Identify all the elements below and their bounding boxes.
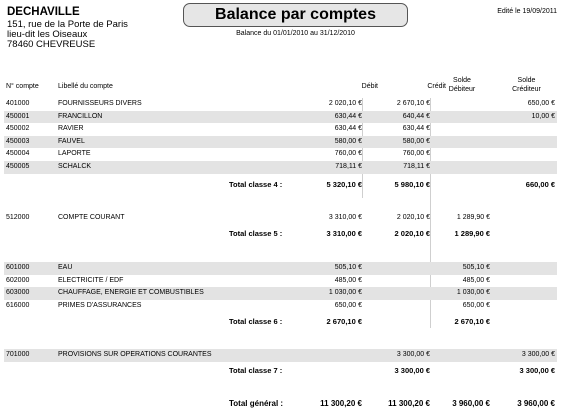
cell-sd: 1 030,00 € [456, 289, 490, 297]
cell-label: PROVISIONS SUR OPERATIONS COURANTES [58, 351, 212, 358]
table-row [4, 300, 557, 313]
cell-credit: 3 300,00 € [394, 366, 430, 375]
cell-debit: 5 320,10 € [326, 180, 362, 189]
cell-num: 512000 [6, 214, 30, 221]
cell-sc: 650,00 € [527, 100, 555, 107]
cell-debit: 485,00 € [334, 276, 362, 284]
cell-debit: 630,44 € [334, 112, 362, 120]
cell-num: 450004 [6, 150, 30, 158]
class-total-row [4, 179, 557, 192]
company-address-line: 151, rue de la Porte de Paris [7, 19, 128, 30]
header-solde-debiteur: Solde Débiteur [448, 77, 476, 93]
cell-label: Total classe 4 : [229, 180, 283, 189]
table-row [4, 275, 557, 288]
cell-label: EAU [58, 264, 73, 271]
report-period: Balance du 01/01/2010 au 31/12/2010 [236, 30, 355, 37]
class-total-row [4, 365, 557, 378]
cell-num: 701000 [6, 351, 30, 358]
cell-credit: 718,11 € [403, 163, 430, 170]
cell-debit: 3 310,00 € [326, 229, 362, 238]
report-title: Balance par comptes [183, 3, 408, 27]
class-total-row [4, 316, 557, 329]
cell-debit: 2 020,10 € [328, 100, 362, 107]
cell-credit: 630,44 € [402, 125, 430, 133]
cell-sc: 3 300,00 € [521, 351, 555, 358]
cell-num: 601000 [6, 264, 30, 271]
cell-label: COMPTE COURANT [58, 214, 125, 221]
table-row [4, 287, 557, 300]
cell-label: FAUVEL [58, 137, 85, 145]
cell-label: Total classe 5 : [229, 229, 283, 238]
table-row [4, 349, 557, 362]
cell-num: 450002 [6, 125, 30, 133]
cell-credit: 2 020,10 € [396, 214, 430, 221]
cell-label: Total classe 6 : [229, 317, 283, 326]
cell-sd: 1 289,90 € [454, 229, 490, 238]
cell-num: 602000 [6, 276, 30, 284]
cell-sd: 650,00 € [462, 301, 490, 309]
cell-credit: 11 300,20 € [388, 399, 430, 408]
header-debit: Débit [361, 83, 378, 90]
cell-label: Total général : [229, 399, 284, 408]
cell-sd: 3 960,00 € [452, 399, 490, 408]
cell-debit: 630,44 € [334, 125, 362, 133]
cell-label: LAPORTE [58, 150, 91, 158]
cell-num: 450003 [6, 137, 30, 145]
cell-credit: 2 670,10 € [396, 100, 430, 107]
cell-credit: 580,00 € [402, 137, 430, 145]
cell-debit: 3 310,00 € [328, 214, 362, 221]
cell-debit: 650,00 € [334, 301, 362, 309]
table-row [4, 212, 557, 225]
company-address-line: 78460 CHEVREUSE [7, 39, 96, 50]
header-account-number: N° compte [6, 83, 39, 90]
table-row [4, 111, 557, 124]
cell-label: ELECTRICITE / EDF [58, 276, 124, 284]
cell-debit: 11 300,20 € [320, 399, 362, 408]
cell-label: CHAUFFAGE, ENERGIE ET COMBUSTIBLES [58, 289, 204, 297]
cell-debit: 718,11 € [335, 163, 362, 170]
cell-sd: 505,10 € [462, 264, 490, 271]
cell-label: FRANCILLON [58, 112, 103, 120]
cell-label: SCHALCK [58, 163, 92, 170]
cell-sc: 3 300,00 € [519, 366, 555, 375]
cell-credit: 3 300,00 € [396, 351, 430, 358]
table-row [4, 136, 557, 149]
edition-date: Edité le 19/09/2011 [497, 8, 557, 15]
table-row [4, 161, 557, 174]
cell-num: 616000 [6, 301, 30, 309]
cell-sc: 10,00 € [531, 112, 555, 120]
cell-label: PRIMES D'ASSURANCES [58, 301, 142, 309]
cell-debit: 505,10 € [334, 264, 362, 271]
table-row [4, 262, 557, 275]
cell-label: FOURNISSEURS DIVERS [58, 100, 142, 107]
cell-num: 450005 [6, 163, 30, 170]
cell-label: RAVIER [58, 125, 84, 133]
cell-num: 401000 [6, 100, 30, 107]
header-credit: Crédit [427, 83, 446, 90]
cell-sd: 485,00 € [462, 276, 490, 284]
table-row [4, 148, 557, 161]
cell-credit: 640,44 € [402, 112, 430, 120]
cell-sd: 1 289,90 € [456, 214, 490, 221]
cell-credit: 760,00 € [402, 150, 430, 158]
company-name: DECHAVILLE [7, 6, 80, 18]
cell-sc: 3 960,00 € [517, 399, 555, 408]
cell-debit: 580,00 € [334, 137, 362, 145]
cell-credit: 5 980,10 € [394, 180, 430, 189]
cell-debit: 2 670,10 € [326, 317, 362, 326]
cell-num: 450001 [6, 112, 30, 120]
cell-debit: 760,00 € [334, 150, 362, 158]
table-row [4, 98, 557, 111]
cell-credit: 2 020,10 € [394, 229, 430, 238]
header-solde-crediteur: Solde Créditeur [512, 77, 541, 93]
table-row [4, 123, 557, 136]
company-address-line: lieu-dit les Oiseaux [7, 29, 88, 40]
class-total-row [4, 228, 557, 241]
grand-total-row [4, 398, 557, 411]
cell-debit: 1 030,00 € [328, 289, 362, 297]
cell-num: 603000 [6, 289, 30, 297]
cell-sd: 2 670,10 € [454, 317, 490, 326]
cell-sc: 660,00 € [525, 180, 555, 189]
header-account-label: Libellé du compte [58, 83, 113, 90]
cell-label: Total classe 7 : [229, 366, 283, 375]
